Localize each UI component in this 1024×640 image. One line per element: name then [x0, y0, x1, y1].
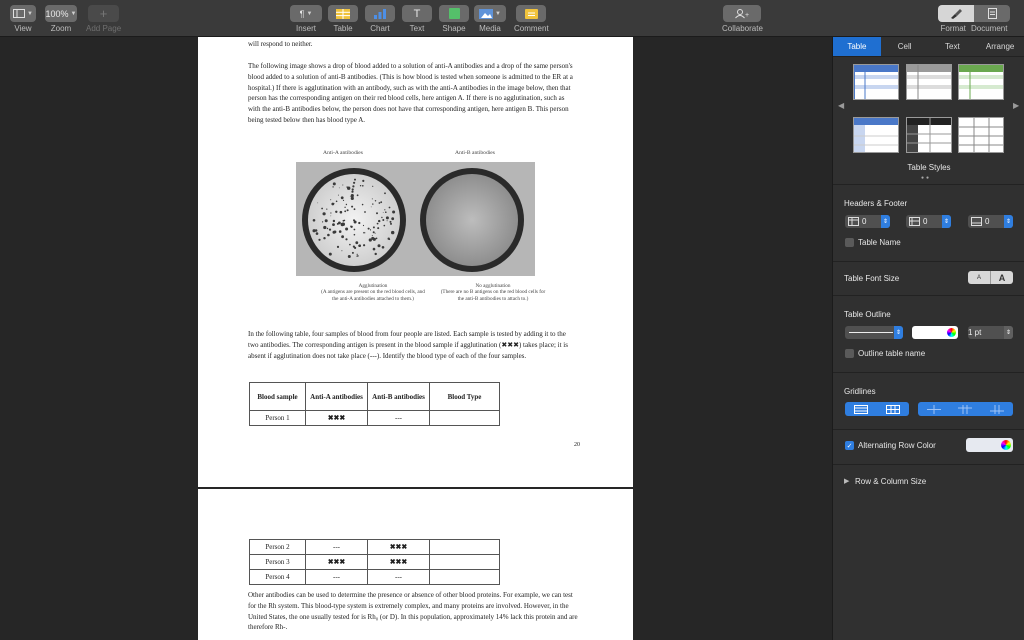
agglutination-clump	[333, 182, 336, 185]
table-cell[interactable]: Person 4	[250, 570, 306, 585]
chevron-down-icon: ▼	[495, 10, 501, 17]
image-icon	[479, 9, 493, 19]
paintbrush-icon	[950, 9, 962, 19]
agglutination-clump	[372, 186, 373, 187]
table-style-swatch[interactable]	[958, 64, 1004, 100]
table-style-swatch[interactable]	[906, 117, 952, 153]
agglutination-clump	[354, 208, 356, 210]
table-header-row	[250, 383, 500, 411]
table-cell[interactable]: ✖✖✖	[306, 555, 368, 570]
zoom-control[interactable]	[45, 5, 77, 33]
agglutination-clump	[371, 207, 372, 208]
outline-width-value: 1 pt	[968, 328, 982, 337]
agglutination-clump	[376, 238, 378, 240]
agglutination-clump	[316, 229, 317, 230]
color-wheel-icon[interactable]	[1001, 440, 1011, 450]
agglutination-clump	[362, 185, 364, 187]
agglutination-clump	[352, 185, 354, 187]
agglutination-clump	[369, 238, 372, 241]
agglutination-clump	[377, 227, 379, 229]
table-cell[interactable]: ✖✖✖	[368, 540, 430, 555]
agglutination-clump	[333, 220, 335, 222]
table-cell[interactable]: Person 2	[250, 540, 306, 555]
agglutination-clump	[325, 219, 327, 221]
agglutination-clump	[342, 223, 345, 226]
agglutination-clump	[390, 223, 392, 225]
agglutination-clump	[358, 244, 361, 247]
agglutination-clump	[334, 203, 335, 204]
agglutination-clump	[389, 207, 391, 209]
agglutination-clump	[383, 212, 384, 213]
paragraph-table-intro: In the following table, four samples of blood from four people are listed. Each sample is tested by adding it to the two antibodies. The corresponding antigen is present in the blood sample if agglutination (✖✖✖) takes place; it is absent if agglutination does not take place (---). Identify the blood type of each of the four samples.	[248, 330, 568, 360]
table-cell[interactable]: ---	[368, 570, 430, 585]
paragraph-icon: ¶	[299, 8, 305, 19]
alternating-row-checkbox[interactable]	[845, 441, 854, 450]
tab-arrange[interactable]: Arrange	[985, 42, 1015, 51]
comment-icon	[525, 9, 538, 19]
agglutination-clump	[339, 230, 342, 233]
decrease-font-button[interactable]: A	[968, 271, 991, 284]
add-page-label: Add Page	[86, 24, 122, 33]
header-rows-icon	[848, 217, 859, 226]
agglutination-clump	[375, 253, 377, 255]
chart-control[interactable]	[365, 5, 395, 33]
table-style-swatch[interactable]	[906, 64, 952, 100]
agglutination-clump	[332, 186, 333, 187]
blood-type-table[interactable]	[249, 382, 500, 426]
collaborate-button[interactable]	[723, 5, 761, 22]
agglutination-clump	[363, 225, 364, 226]
horizontal-gridlines-icon[interactable]	[854, 405, 868, 414]
table-font-size-label: Table Font Size	[844, 274, 900, 283]
chevron-down-icon: ▼	[70, 10, 77, 17]
table-cell[interactable]: Person 3	[250, 555, 306, 570]
agglutination-clump	[337, 246, 339, 248]
comment-label: Comment	[514, 24, 549, 33]
agglutination-clump	[348, 255, 351, 258]
agglutination-clump	[368, 228, 370, 230]
agglutination-clump	[322, 221, 323, 222]
gridlines-group-2	[918, 402, 1013, 416]
agglutination-clump	[350, 196, 351, 197]
agglutination-clump	[362, 180, 364, 182]
svg-text:+: +	[745, 12, 750, 19]
table-cell[interactable]: ✖✖✖	[306, 411, 368, 426]
chevron-left-icon[interactable]: ◀	[838, 101, 845, 110]
agglutination-clump	[382, 219, 384, 221]
table-cell[interactable]: ---	[306, 540, 368, 555]
agglutination-clump	[332, 223, 335, 226]
insert-control[interactable]	[290, 5, 322, 33]
agglutination-clump	[362, 204, 364, 206]
view-button[interactable]	[10, 5, 36, 22]
agglutination-clump	[329, 253, 332, 256]
stepper-arrows-icon[interactable]: ⇕	[942, 215, 951, 228]
table-name-label: Table Name	[858, 238, 901, 247]
chevron-right-icon[interactable]: ▶	[1013, 101, 1020, 110]
header-cell[interactable]: Blood sample	[250, 383, 306, 411]
table-control[interactable]	[328, 5, 358, 33]
agglutination-clump	[382, 246, 385, 249]
media-button[interactable]	[474, 5, 506, 22]
zoom-label: Zoom	[50, 24, 72, 33]
page-20[interactable]	[198, 37, 633, 487]
table-cell[interactable]	[430, 570, 500, 585]
zoom-value: 100%	[45, 8, 69, 19]
caption-left-title: Agglutination	[358, 283, 388, 289]
agglutination-clump	[337, 223, 339, 225]
agglutination-clump	[345, 228, 348, 231]
footer-rows-stepper[interactable]	[968, 215, 1013, 228]
stepper-arrows-icon[interactable]: ⇕	[1004, 215, 1013, 228]
header-rows-stepper[interactable]	[845, 215, 890, 228]
figure-caption-left	[318, 283, 428, 302]
page-21[interactable]	[198, 489, 633, 640]
agglutination-clump	[354, 234, 356, 236]
chart-button[interactable]	[365, 5, 395, 22]
agglutination-clump	[335, 211, 337, 213]
table-icon	[336, 9, 350, 19]
chevron-down-icon: ▼	[306, 10, 313, 17]
agglutination-clump	[342, 185, 343, 186]
table-row	[250, 555, 500, 570]
agglutination-clump	[372, 235, 373, 236]
figure-caption-right	[440, 283, 546, 302]
agglutination-clump	[379, 202, 381, 204]
tab-cell[interactable]: Cell	[897, 42, 912, 51]
insert-label: Insert	[295, 24, 316, 33]
media-control[interactable]	[474, 5, 506, 33]
page-number: 20	[574, 442, 580, 448]
header-cell[interactable]: Anti-B antibodies	[368, 383, 430, 411]
agglutination-clump	[327, 234, 330, 237]
agglutination-clump	[353, 219, 355, 221]
agglutination-clump	[357, 255, 359, 257]
format-document-segment[interactable]	[938, 5, 1010, 22]
figure-label-anti-b: Anti-B antibodies	[455, 150, 495, 156]
agglutination-clump	[351, 191, 353, 193]
table-row	[250, 540, 500, 555]
test-well-right-fill	[426, 174, 518, 266]
agglutination-clump	[338, 195, 339, 196]
agglutination-clump	[387, 220, 388, 221]
table-outline-label: Table Outline	[844, 310, 891, 319]
agglutination-clump	[327, 228, 328, 229]
agglutination-clump	[373, 231, 375, 233]
agglutination-clump	[372, 198, 373, 199]
sidebar-icon	[13, 9, 25, 18]
outline-table-name-checkbox[interactable]	[845, 349, 854, 358]
agglutination-clump	[345, 238, 347, 240]
agglutination-clump	[326, 209, 327, 210]
agglutination-clump	[381, 217, 382, 218]
agglutination-clump	[387, 217, 388, 218]
text-box-icon: T	[413, 7, 421, 20]
divider	[833, 464, 1024, 465]
font-size-segment[interactable]	[968, 271, 1013, 284]
text-control[interactable]	[402, 5, 432, 33]
stepper-arrows-icon[interactable]: ⇕	[881, 215, 890, 228]
agglutination-clump	[391, 217, 394, 220]
table-row	[250, 411, 500, 426]
agglutination-clump	[375, 200, 376, 201]
alternating-color-well[interactable]	[966, 438, 1013, 452]
agglutination-clump	[352, 188, 354, 190]
paragraph-agglutination: The following image shows a drop of blood added to a solution of anti-A antibodies and a drop of the same person's blood added to a solution of anti-B antibodies. (This is how blood is tested when someone is admitted to the ER at a hospital.) If there is agglutination with an antibody, such as with the anti-A antibodies in the image below, then that person has the corresponding antigen on their red blood cells, here antigen A. If there is no agglutination, such as with the anti-B antibodies below, the person does not have that corresponding antigen, here antigen B. This person being tested below then has blood type A.	[248, 62, 573, 124]
agglutination-clump	[344, 207, 345, 208]
table-style-swatch[interactable]	[853, 117, 899, 153]
collaborate-control[interactable]	[722, 5, 763, 33]
agglutination-clump	[378, 220, 380, 222]
agglutination-clump	[341, 235, 344, 238]
agglutination-clump	[385, 211, 387, 213]
agglutination-clump	[346, 204, 347, 205]
header-columns-icon	[909, 217, 920, 226]
text-button[interactable]	[402, 5, 432, 22]
top-fragment: will respond to neither.	[248, 40, 313, 48]
divider	[833, 295, 1024, 296]
footer-rows-icon	[971, 217, 982, 226]
agglutination-clump	[330, 199, 331, 200]
agglutination-clump	[380, 201, 382, 203]
comment-button[interactable]	[516, 5, 546, 22]
tab-text[interactable]: Text	[945, 42, 960, 51]
table-cell[interactable]: Person 1	[250, 411, 306, 426]
agglutination-clump	[323, 237, 325, 239]
agglutination-clump	[323, 212, 326, 215]
agglutination-clump	[384, 209, 385, 210]
format-button[interactable]	[938, 5, 974, 22]
agglutination-clump	[354, 179, 356, 181]
table-button[interactable]	[328, 5, 358, 22]
agglutination-clump	[347, 187, 350, 190]
view-label: View	[14, 24, 32, 33]
agglutination-clump	[349, 244, 351, 246]
table-style-swatch[interactable]	[853, 64, 899, 100]
add-page-control[interactable]	[86, 5, 121, 33]
header-column-gridlines-icon[interactable]	[958, 405, 972, 414]
plus-icon: +	[99, 6, 108, 21]
header-columns-value: 0	[923, 217, 928, 226]
agglutination-clump	[323, 226, 326, 229]
agglutination-clump	[364, 211, 366, 213]
agglutination-clump	[330, 216, 331, 217]
agglutination-clump	[360, 185, 361, 186]
table-cell[interactable]	[430, 540, 500, 555]
agglutination-clump	[353, 246, 355, 248]
agglutination-clump	[317, 203, 318, 204]
blood-test-image	[296, 162, 535, 276]
agglutination-clump	[318, 239, 320, 241]
zoom-button[interactable]	[45, 5, 77, 22]
text-label: Text	[409, 24, 425, 33]
collaborate-label: Collaborate	[722, 24, 763, 33]
table-cell[interactable]: ✖✖✖	[368, 555, 430, 570]
page-dots[interactable]: ●●	[921, 175, 932, 181]
blood-type-table-continued[interactable]	[249, 539, 500, 585]
document-icon	[988, 8, 997, 19]
increase-font-button[interactable]: A	[991, 271, 1013, 284]
agglutination-clump	[313, 229, 316, 232]
agglutination-clump	[392, 211, 395, 214]
caption-right-title: No agglutination	[475, 283, 511, 289]
outline-width-stepper[interactable]	[968, 326, 1013, 339]
agglutination-clump	[351, 206, 353, 208]
outline-color-well[interactable]	[912, 326, 958, 339]
agglutination-clump	[354, 229, 356, 231]
media-label: Media	[479, 24, 501, 33]
tab-table[interactable]: Table	[833, 37, 881, 56]
agglutination-clump	[351, 194, 354, 197]
shape-icon	[449, 8, 460, 19]
color-wheel-icon[interactable]	[947, 328, 956, 337]
document-label: Document	[970, 24, 1008, 33]
agglutination-clump	[353, 182, 355, 184]
document-button[interactable]	[974, 5, 1010, 22]
agglutination-clump	[377, 223, 379, 225]
figure-label-anti-a: Anti-A antibodies	[323, 150, 363, 156]
table-cell[interactable]	[430, 555, 500, 570]
chart-label: Chart	[370, 24, 390, 33]
shape-label: Shape	[442, 24, 466, 33]
agglutination-clump	[336, 201, 338, 203]
divider	[833, 261, 1024, 262]
agglutination-clump	[363, 232, 365, 234]
agglutination-clump	[343, 220, 345, 222]
gridlines-label: Gridlines	[844, 387, 876, 396]
alternating-row-label: Alternating Row Color	[858, 441, 936, 450]
agglutination-clump	[316, 232, 319, 235]
footer-gridlines-icon[interactable]	[990, 405, 1004, 414]
divider	[833, 184, 1024, 185]
stepper-arrows-icon[interactable]: ⇕	[894, 326, 903, 339]
agglutination-clump	[339, 188, 340, 189]
agglutination-clump	[363, 244, 365, 246]
agglutination-clump	[330, 212, 331, 213]
agglutination-clump	[390, 221, 392, 223]
agglutination-clump	[347, 209, 349, 211]
add-page-button[interactable]	[88, 5, 119, 22]
insert-button[interactable]	[290, 5, 322, 22]
table-label: Table	[333, 24, 353, 33]
table-row	[250, 570, 500, 585]
divider	[833, 372, 1024, 373]
table-style-swatch[interactable]	[958, 117, 1004, 153]
agglutination-clump	[358, 246, 359, 247]
agglutination-clump	[321, 208, 323, 210]
agglutination-clump	[384, 192, 386, 194]
agglutination-clump	[313, 219, 316, 222]
agglutination-clump	[350, 226, 351, 227]
table-name-checkbox[interactable]	[845, 238, 854, 247]
agglutination-clump	[391, 231, 394, 234]
outline-style-popup[interactable]	[845, 326, 903, 339]
agglutination-clump	[370, 229, 371, 230]
line-style-icon	[849, 330, 893, 335]
caption-left-text: (A antigens are present on the red blood cells, and the anti-A antibodies attached to them.)	[321, 289, 425, 302]
agglutination-clump	[358, 222, 360, 224]
header-cell[interactable]: Anti-A antibodies	[306, 383, 368, 411]
agglutination-clump	[389, 239, 390, 240]
format-inspector	[832, 37, 1024, 640]
headers-footer-label: Headers & Footer	[844, 199, 908, 208]
agglutination-clump	[341, 250, 342, 251]
shape-control[interactable]	[439, 5, 469, 33]
agglutination-clump	[333, 231, 336, 234]
chevron-down-icon: ▼	[27, 10, 33, 17]
header-row-gridlines-icon[interactable]	[927, 405, 941, 414]
agglutination-clump	[357, 254, 358, 255]
table-cell[interactable]: ---	[368, 411, 430, 426]
chart-icon	[373, 9, 387, 19]
row-column-size-label[interactable]: Row & Column Size	[855, 477, 927, 486]
comment-control[interactable]	[514, 5, 549, 33]
shape-button[interactable]	[439, 5, 469, 22]
view-control[interactable]	[10, 5, 36, 33]
vertical-gridlines-icon[interactable]	[886, 405, 900, 414]
agglutination-clump	[373, 248, 376, 251]
agglutination-clump	[376, 212, 378, 214]
collaborate-icon	[734, 8, 750, 19]
footer-rows-value: 0	[985, 217, 990, 226]
agglutination-clump	[378, 244, 381, 247]
stepper-arrows-icon[interactable]: ⇕	[1004, 326, 1013, 339]
agglutination-clump	[344, 210, 346, 212]
agglutination-clump	[373, 226, 375, 228]
document-canvas[interactable]	[0, 37, 832, 640]
paragraph-rh-system: Other antibodies can be used to determine the presence or absence of other blood proteins. For example, we can test for the Rh system. This blood-type system is extremely complex, and many proteins are involved. However, in the United States, the one usually tested for is Rh₀ (or D). In this population, approximately 14% lack this protein and are therefore Rh-.	[248, 591, 578, 632]
toolbar	[0, 0, 1024, 37]
agglutination-clump	[351, 197, 354, 200]
agglutination-clump	[365, 233, 366, 234]
agglutination-clump	[357, 194, 359, 196]
agglutination-clump	[340, 211, 343, 214]
table-cell[interactable]: ---	[306, 570, 368, 585]
header-columns-stepper[interactable]	[906, 215, 951, 228]
agglutination-clump	[375, 233, 376, 234]
agglutination-clump	[352, 252, 354, 254]
format-label: Format	[940, 24, 966, 33]
caption-right-text: (There are no B antigens on the red blood cells for the anti-B antibodies to attach to.)	[440, 289, 546, 302]
checkmark-icon: ✓	[846, 442, 853, 450]
disclosure-triangle-icon[interactable]: ▶	[844, 478, 850, 485]
gridlines-group-1	[845, 402, 909, 416]
inspector-tabs	[833, 37, 1024, 57]
outline-table-name-label: Outline table name	[858, 349, 926, 358]
agglutination-clump	[341, 196, 344, 199]
agglutination-clump	[355, 241, 358, 244]
agglutination-clump	[329, 229, 331, 231]
header-cell[interactable]: Blood Type	[430, 383, 500, 411]
agglutination-clump	[372, 203, 373, 204]
format-document-control[interactable]	[938, 5, 1010, 33]
header-rows-value: 0	[862, 217, 867, 226]
table-cell[interactable]	[430, 411, 500, 426]
divider	[833, 429, 1024, 430]
table-styles-label: Table Styles	[907, 163, 951, 172]
agglutination-figure	[296, 162, 535, 276]
agglutination-clump	[384, 225, 386, 227]
agglutination-clump	[343, 200, 344, 201]
